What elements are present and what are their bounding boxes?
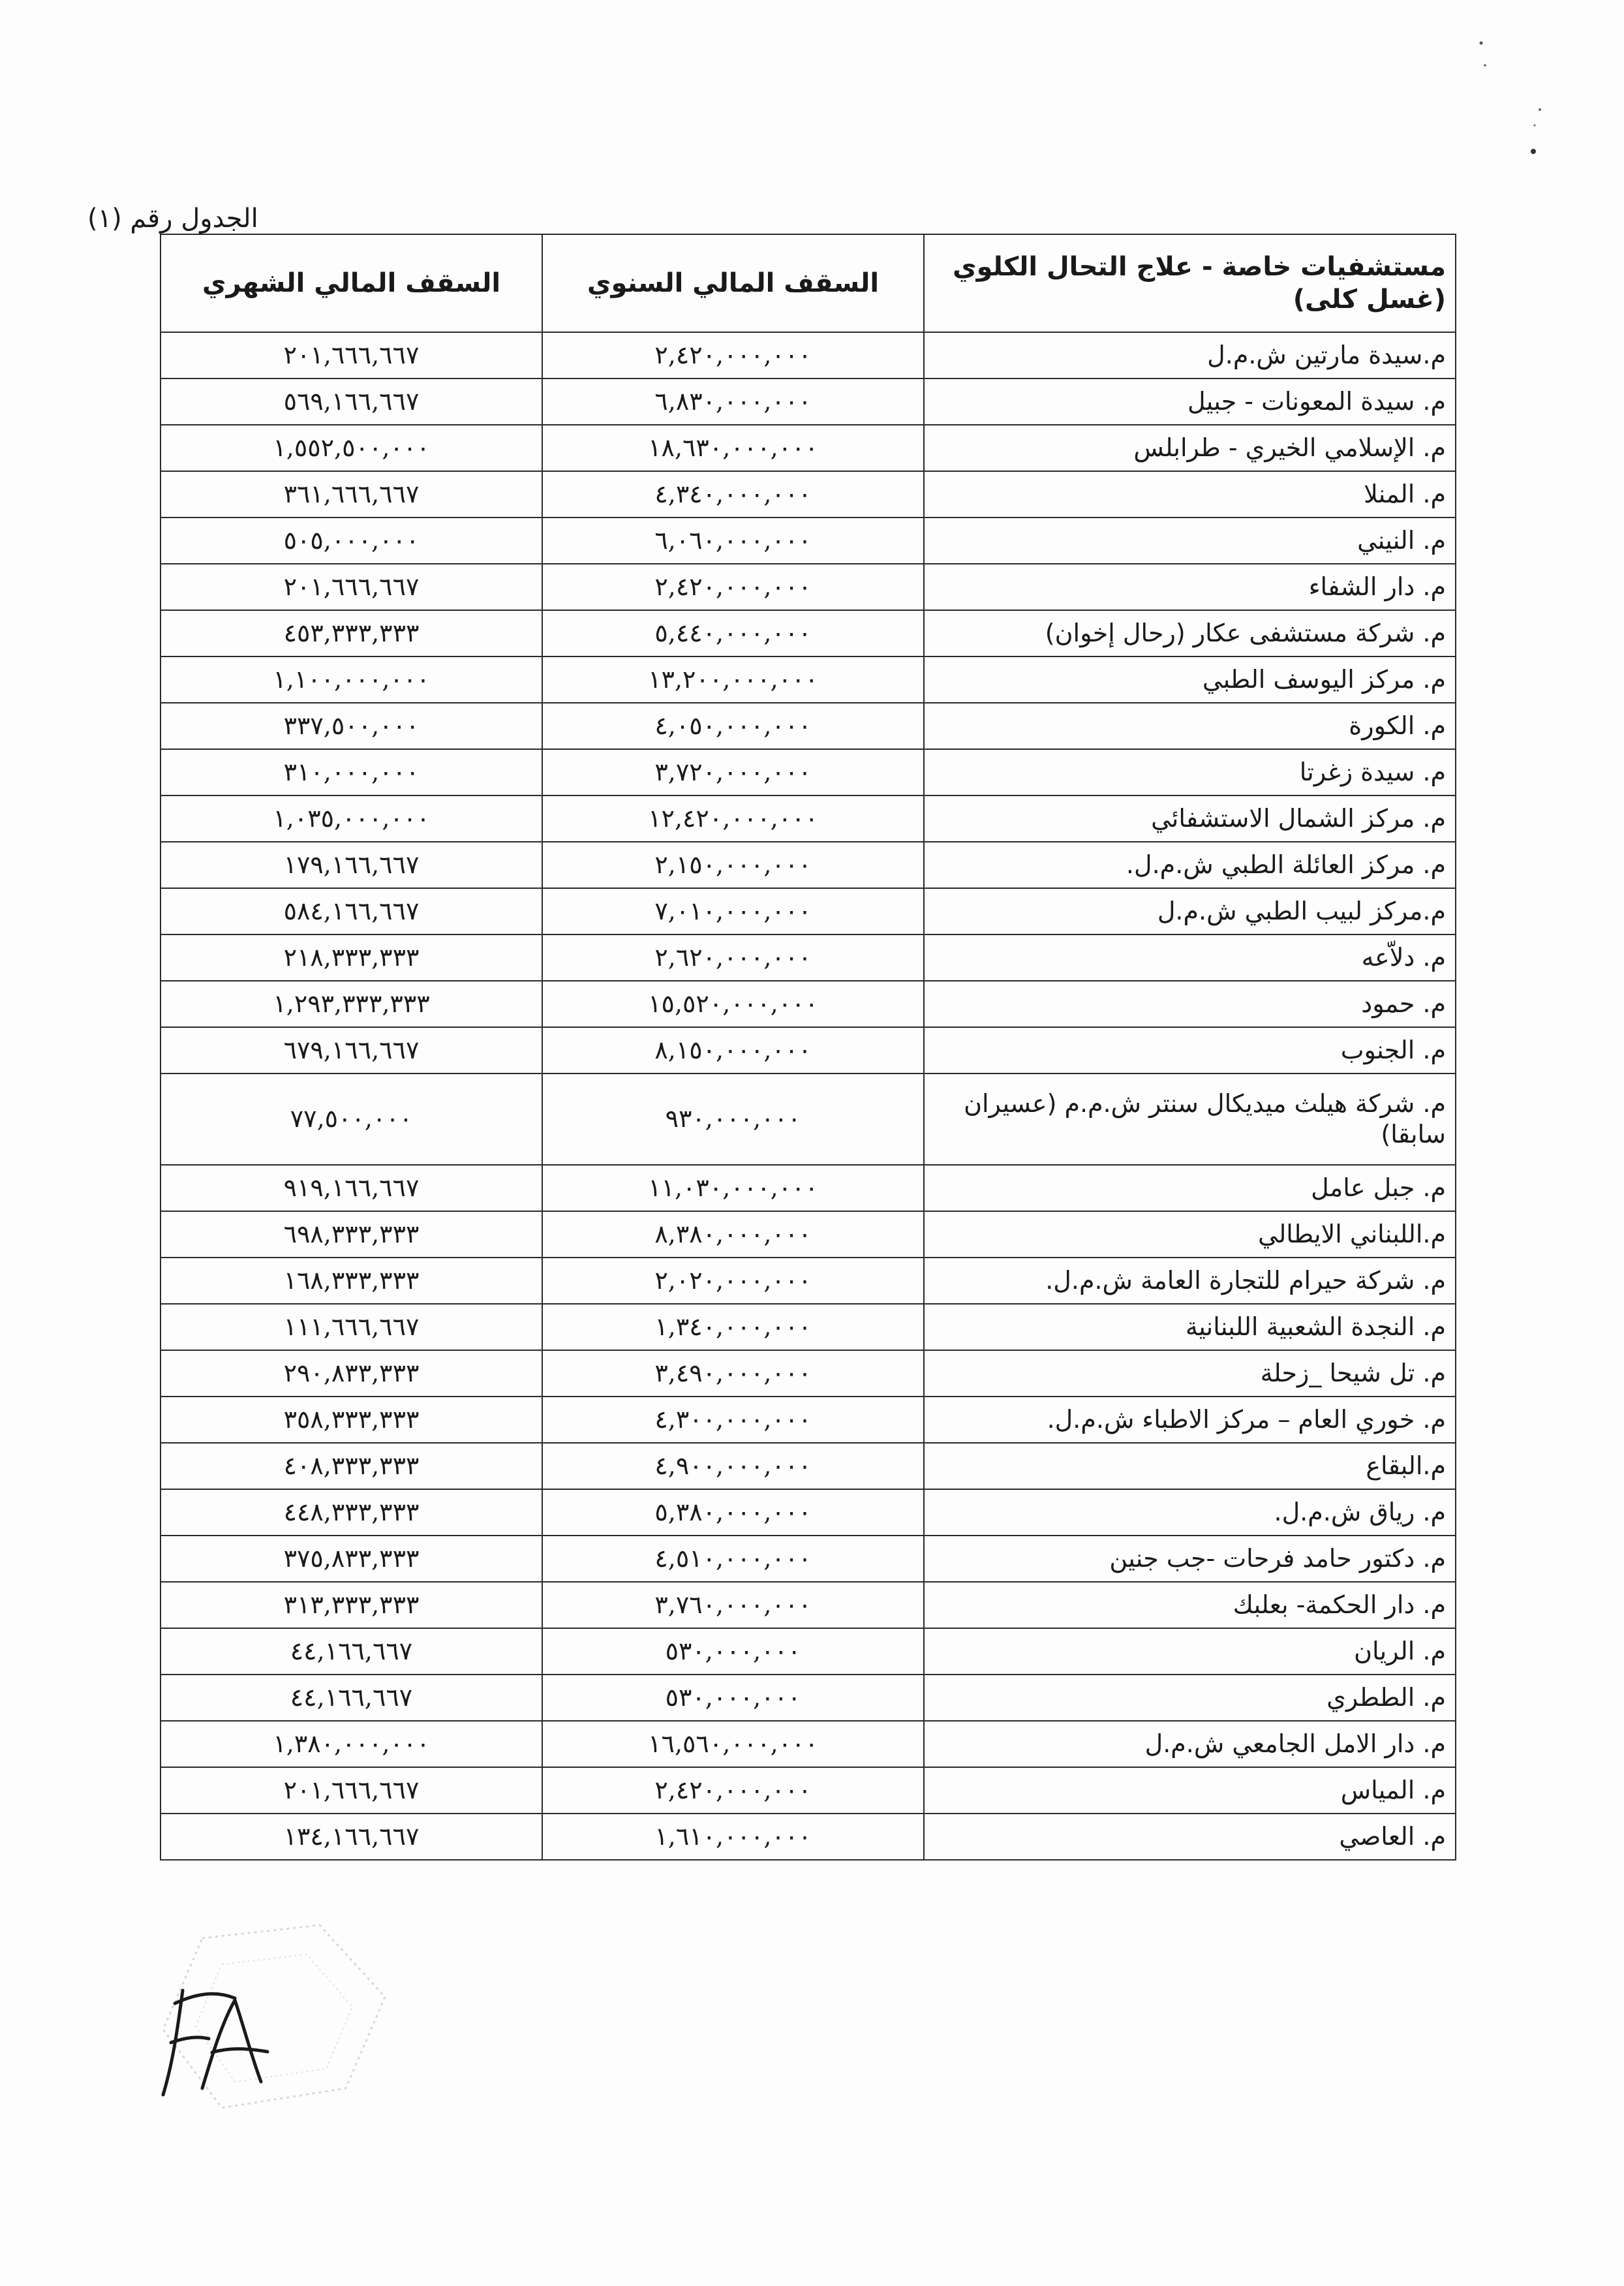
- monthly-cap-cell: ١,٠٣٥,٠٠٠,٠٠٠: [161, 795, 542, 842]
- annual-cap-cell: ٤,٣٤٠,٠٠٠,٠٠٠: [542, 471, 924, 517]
- header-hospital: مستشفيات خاصة - علاج التحال الكلوي (غسل كلى): [924, 234, 1456, 332]
- hospital-name-cell: م. شركة مستشفى عكار (رحال إخوان): [924, 610, 1456, 656]
- annual-cap-cell: ٢,٤٢٠,٠٠٠,٠٠٠: [542, 332, 924, 378]
- hospital-name-cell: م. دار الامل الجامعي ش.م.ل: [924, 1721, 1456, 1767]
- monthly-cap-cell: ٣٧٥,٨٣٣,٣٣٣: [161, 1536, 542, 1582]
- annual-cap-cell: ٣,٤٩٠,٠٠٠,٠٠٠: [542, 1350, 924, 1397]
- hospital-name-cell: م.البقاع: [924, 1443, 1456, 1489]
- monthly-cap-cell: ٢٩٠,٨٣٣,٣٣٣: [161, 1350, 542, 1397]
- hospital-name-cell: م. خوري العام – مركز الاطباء ش.م.ل.: [924, 1397, 1456, 1443]
- monthly-cap-cell: ٢٠١,٦٦٦,٦٦٧: [161, 332, 542, 378]
- hospital-name-cell: م. المياس: [924, 1767, 1456, 1814]
- table-row: [161, 1582, 1456, 1628]
- annual-cap-cell: ١٨,٦٣٠,٠٠٠,٠٠٠: [542, 425, 924, 471]
- hospital-caps-table: [160, 234, 1456, 1861]
- annual-cap-cell: ١٢,٤٢٠,٠٠٠,٠٠٠: [542, 795, 924, 842]
- monthly-cap-cell: ٤٥٣,٣٣٣,٣٣٣: [161, 610, 542, 656]
- hospital-name-cell: م.سيدة مارتين ش.م.ل: [924, 332, 1456, 378]
- annual-cap-cell: ٤,٠٥٠,٠٠٠,٠٠٠: [542, 703, 924, 749]
- hospital-name-cell: م. شركة هيلث ميديكال سنتر ش.م.م (عسيران سابقا): [924, 1073, 1456, 1165]
- table-row: [161, 564, 1456, 610]
- table-row: [161, 517, 1456, 564]
- hospital-name-cell: م. الإسلامي الخيري - طرابلس: [924, 425, 1456, 471]
- annual-cap-cell: ٦,٠٦٠,٠٠٠,٠٠٠: [542, 517, 924, 564]
- monthly-cap-cell: ١,٣٨٠,٠٠٠,٠٠٠: [161, 1721, 542, 1767]
- monthly-cap-cell: ٩١٩,١٦٦,٦٦٧: [161, 1165, 542, 1211]
- monthly-cap-cell: ٣٥٨,٣٣٣,٣٣٣: [161, 1397, 542, 1443]
- annual-cap-cell: ٤,٥١٠,٠٠٠,٠٠٠: [542, 1536, 924, 1582]
- table-row: [161, 888, 1456, 934]
- table-row: [161, 1350, 1456, 1397]
- table-row: [161, 934, 1456, 981]
- annual-cap-cell: ١١,٠٣٠,٠٠٠,٠٠٠: [542, 1165, 924, 1211]
- table-row: [161, 842, 1456, 888]
- annual-cap-cell: ٤,٩٠٠,٠٠٠,٠٠٠: [542, 1443, 924, 1489]
- table-row: [161, 610, 1456, 656]
- table-row: [161, 1628, 1456, 1675]
- hospital-name-cell: م. جبل عامل: [924, 1165, 1456, 1211]
- hospital-name-cell: م. النجدة الشعبية اللبنانية: [924, 1304, 1456, 1350]
- hospital-name-cell: م. مركز الشمال الاستشفائي: [924, 795, 1456, 842]
- header-annual-cap: السقف المالي السنوي: [542, 234, 924, 332]
- monthly-cap-cell: ٤٤٨,٣٣٣,٣٣٣: [161, 1489, 542, 1536]
- header-monthly-cap: السقف المالي الشهري: [161, 234, 542, 332]
- table-row: [161, 981, 1456, 1027]
- annual-cap-cell: ٥٣٠,٠٠٠,٠٠٠: [542, 1675, 924, 1721]
- table-row: [161, 425, 1456, 471]
- annual-cap-cell: ٦,٨٣٠,٠٠٠,٠٠٠: [542, 378, 924, 425]
- monthly-cap-cell: ٥٠٥,٠٠٠,٠٠٠: [161, 517, 542, 564]
- table-row: [161, 1258, 1456, 1304]
- annual-cap-cell: ٥٣٠,٠٠٠,٠٠٠: [542, 1628, 924, 1675]
- hospital-name-cell: م. النيني: [924, 517, 1456, 564]
- annual-cap-cell: ٨,١٥٠,٠٠٠,٠٠٠: [542, 1027, 924, 1073]
- table-row: [161, 749, 1456, 795]
- annual-cap-cell: ٤,٣٠٠,٠٠٠,٠٠٠: [542, 1397, 924, 1443]
- table-row: [161, 1027, 1456, 1073]
- annual-cap-cell: ٧,٠١٠,٠٠٠,٠٠٠: [542, 888, 924, 934]
- table-row: [161, 332, 1456, 378]
- monthly-cap-cell: ٥٨٤,١٦٦,٦٦٧: [161, 888, 542, 934]
- hospital-name-cell: م. المنلا: [924, 471, 1456, 517]
- scan-specks: [1462, 39, 1566, 170]
- hospital-name-cell: م. العاصي: [924, 1814, 1456, 1860]
- table-row: [161, 1304, 1456, 1350]
- hospital-name-cell: م. شركة حيرام للتجارة العامة ش.م.ل.: [924, 1258, 1456, 1304]
- table-row: [161, 1536, 1456, 1582]
- annual-cap-cell: ٢,٤٢٠,٠٠٠,٠٠٠: [542, 1767, 924, 1814]
- annual-cap-cell: ١,٦١٠,٠٠٠,٠٠٠: [542, 1814, 924, 1860]
- annual-cap-cell: ٢,٦٢٠,٠٠٠,٠٠٠: [542, 934, 924, 981]
- table-row: [161, 1443, 1456, 1489]
- hospital-name-cell: م. مركز اليوسف الطبي: [924, 656, 1456, 703]
- table-row: [161, 1073, 1456, 1165]
- hospital-name-cell: م.اللبناني الايطالي: [924, 1211, 1456, 1258]
- annual-cap-cell: ٢,٠٢٠,٠٠٠,٠٠٠: [542, 1258, 924, 1304]
- table-row: [161, 1211, 1456, 1258]
- hospital-name-cell: م. دار الشفاء: [924, 564, 1456, 610]
- hospital-name-cell: م. تل شيحا _زحلة: [924, 1350, 1456, 1397]
- table-row: [161, 1489, 1456, 1536]
- monthly-cap-cell: ٥٦٩,١٦٦,٦٦٧: [161, 378, 542, 425]
- table-body: [161, 332, 1456, 1860]
- annual-cap-cell: ٥,٤٤٠,٠٠٠,٠٠٠: [542, 610, 924, 656]
- hospital-name-cell: م. مركز العائلة الطبي ش.م.ل.: [924, 842, 1456, 888]
- table-caption: الجدول رقم (١): [87, 204, 258, 234]
- hospital-name-cell: م. سيدة المعونات - جبيل: [924, 378, 1456, 425]
- table-row: [161, 1397, 1456, 1443]
- hospital-name-cell: م. الططري: [924, 1675, 1456, 1721]
- monthly-cap-cell: ٤٠٨,٣٣٣,٣٣٣: [161, 1443, 542, 1489]
- hospital-name-cell: م. دلاّعه: [924, 934, 1456, 981]
- table-row: [161, 1767, 1456, 1814]
- monthly-cap-cell: ٤٤,١٦٦,٦٦٧: [161, 1628, 542, 1675]
- monthly-cap-cell: ١,٢٩٣,٣٣٣,٣٣٣: [161, 981, 542, 1027]
- monthly-cap-cell: ٢١٨,٣٣٣,٣٣٣: [161, 934, 542, 981]
- annual-cap-cell: ٢,١٥٠,٠٠٠,٠٠٠: [542, 842, 924, 888]
- table-row: [161, 378, 1456, 425]
- hospital-name-cell: م.مركز لبيب الطبي ش.م.ل: [924, 888, 1456, 934]
- monthly-cap-cell: ٤٤,١٦٦,٦٦٧: [161, 1675, 542, 1721]
- hospital-name-cell: م. الجنوب: [924, 1027, 1456, 1073]
- hospital-name-cell: م. حمود: [924, 981, 1456, 1027]
- annual-cap-cell: ٣,٧٦٠,٠٠٠,٠٠٠: [542, 1582, 924, 1628]
- monthly-cap-cell: ٣٣٧,٥٠٠,٠٠٠: [161, 703, 542, 749]
- annual-cap-cell: ١,٣٤٠,٠٠٠,٠٠٠: [542, 1304, 924, 1350]
- table-row: [161, 1721, 1456, 1767]
- table-row: [161, 1165, 1456, 1211]
- monthly-cap-cell: ٣٦١,٦٦٦,٦٦٧: [161, 471, 542, 517]
- monthly-cap-cell: ٣١٠,٠٠٠,٠٠٠: [161, 749, 542, 795]
- table-row: [161, 703, 1456, 749]
- monthly-cap-cell: ٦٧٩,١٦٦,٦٦٧: [161, 1027, 542, 1073]
- table-header-row: [161, 234, 1456, 332]
- monthly-cap-cell: ٦٩٨,٣٣٣,٣٣٣: [161, 1211, 542, 1258]
- monthly-cap-cell: ١٣٤,١٦٦,٦٦٧: [161, 1814, 542, 1860]
- table-row: [161, 1675, 1456, 1721]
- annual-cap-cell: ٩٣٠,٠٠٠,٠٠٠: [542, 1073, 924, 1165]
- annual-cap-cell: ٨,٣٨٠,٠٠٠,٠٠٠: [542, 1211, 924, 1258]
- hospital-name-cell: م. دكتور حامد فرحات -جب جنين: [924, 1536, 1456, 1582]
- annual-cap-cell: ٣,٧٢٠,٠٠٠,٠٠٠: [542, 749, 924, 795]
- monthly-cap-cell: ١,١٠٠,٠٠٠,٠٠٠: [161, 656, 542, 703]
- hospital-name-cell: م. الريان: [924, 1628, 1456, 1675]
- monthly-cap-cell: ١١١,٦٦٦,٦٦٧: [161, 1304, 542, 1350]
- table-row: [161, 1814, 1456, 1860]
- annual-cap-cell: ٢,٤٢٠,٠٠٠,٠٠٠: [542, 564, 924, 610]
- table-row: [161, 656, 1456, 703]
- annual-cap-cell: ١٦,٥٦٠,٠٠٠,٠٠٠: [542, 1721, 924, 1767]
- monthly-cap-cell: ٧٧,٥٠٠,٠٠٠: [161, 1073, 542, 1165]
- monthly-cap-cell: ١,٥٥٢,٥٠٠,٠٠٠: [161, 425, 542, 471]
- monthly-cap-cell: ١٦٨,٣٣٣,٣٣٣: [161, 1258, 542, 1304]
- hospital-name-cell: م. سيدة زغرتا: [924, 749, 1456, 795]
- table-row: [161, 795, 1456, 842]
- monthly-cap-cell: ٣١٣,٣٣٣,٣٣٣: [161, 1582, 542, 1628]
- monthly-cap-cell: ٢٠١,٦٦٦,٦٦٧: [161, 564, 542, 610]
- monthly-cap-cell: ٢٠١,٦٦٦,٦٦٧: [161, 1767, 542, 1814]
- table-row: [161, 471, 1456, 517]
- annual-cap-cell: ١٥,٥٢٠,٠٠٠,٠٠٠: [542, 981, 924, 1027]
- hospital-name-cell: م. الكورة: [924, 703, 1456, 749]
- hospital-name-cell: م. رياق ش.م.ل.: [924, 1489, 1456, 1536]
- annual-cap-cell: ٥,٣٨٠,٠٠٠,٠٠٠: [542, 1489, 924, 1536]
- monthly-cap-cell: ١٧٩,١٦٦,٦٦٧: [161, 842, 542, 888]
- hospital-name-cell: م. دار الحكمة- بعلبك: [924, 1582, 1456, 1628]
- annual-cap-cell: ١٣,٢٠٠,٠٠٠,٠٠٠: [542, 656, 924, 703]
- handwritten-signature: [137, 1964, 287, 2108]
